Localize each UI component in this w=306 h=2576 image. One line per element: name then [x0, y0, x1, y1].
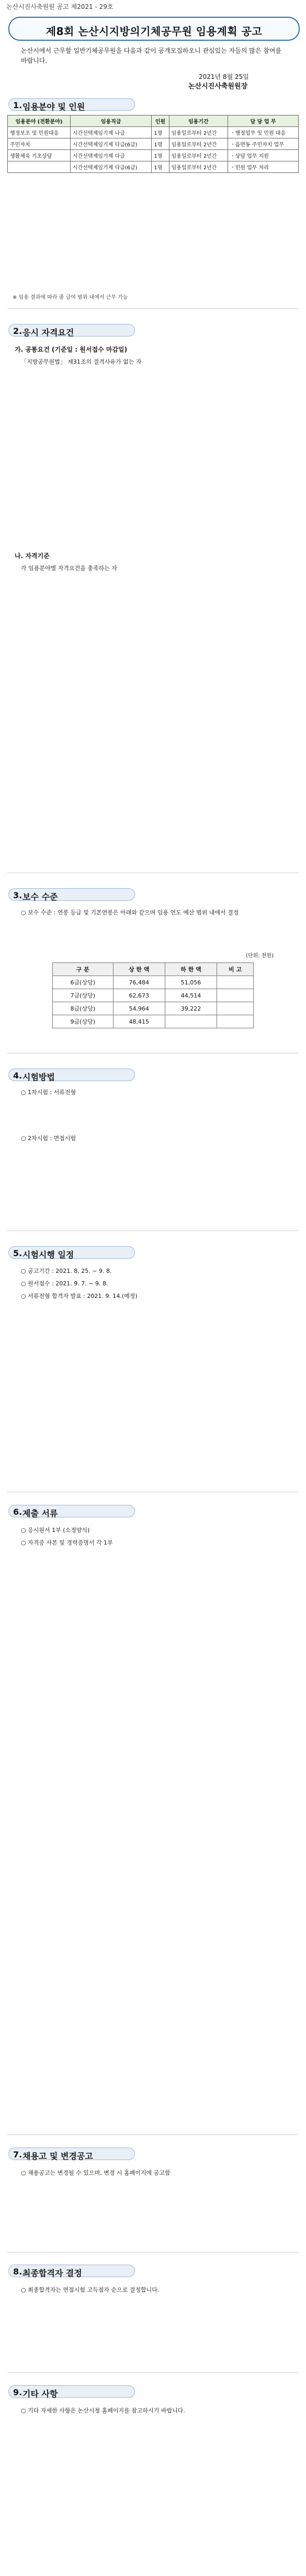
section-title: 제출 서류 — [22, 1509, 58, 1518]
pay-col-min: 하 한 액 — [165, 963, 217, 976]
cell-grade: 시간선택제임기제 나급 — [70, 127, 151, 138]
cell-period: 임용일로부터 2년간 — [169, 150, 228, 161]
cell-grade: 시간선택제임기제 다급 — [70, 150, 151, 161]
section-4 — [8, 1069, 135, 1081]
cell-count: 1명 — [152, 150, 169, 161]
etc-info: ○ 기타 자세한 사항은 논산시청 홈페이지를 참고하시기 바랍니다. — [21, 2407, 185, 2414]
section-number: 9. — [13, 2387, 22, 2397]
section-8 — [8, 2265, 135, 2277]
divider — [7, 308, 299, 309]
intro-date: 2021년 8월 25일 — [199, 73, 249, 80]
cell-count: 1명 — [152, 127, 169, 138]
col-count: 인원 — [152, 115, 169, 127]
section-number: 7. — [13, 2150, 22, 2160]
intro-paragraph: 논산시에서 근무할 일반기체공무원을 다음과 같이 공개모집하오니 관심있는 자들의 많은 참여를 바랍니다. — [21, 47, 282, 65]
schedule-application: ○ 원서접수 : 2021. 9. 7. ~ 9. 8. — [21, 1280, 108, 1287]
section-2 — [8, 324, 135, 336]
pay-min: 51,056 — [165, 976, 217, 989]
exam-interview: ○ 2차시험 : 면접시험 — [21, 1135, 76, 1142]
section-number: 4. — [13, 1071, 22, 1081]
section-3 — [8, 888, 135, 901]
table-row — [8, 150, 299, 161]
pay-row — [53, 976, 254, 989]
pay-grade: 8급(상당) — [53, 1002, 114, 1015]
subhead-qualifications: 나. 자격기준 — [15, 552, 50, 560]
table-row — [8, 127, 299, 138]
pay-min: 39,222 — [165, 1002, 217, 1015]
cell-field: 생활체육 기초상담 — [8, 150, 71, 161]
section-7 — [8, 2148, 135, 2160]
section-title: 시험시행 일정 — [22, 1250, 74, 1260]
cell-field: 주민자치 — [8, 138, 71, 150]
section-6 — [8, 1505, 135, 1517]
doc-number: 논산시진사축원원 공고 제2021 - 29호 — [6, 3, 114, 10]
table-row — [8, 161, 299, 173]
table-row — [8, 138, 299, 150]
pay-row — [53, 989, 254, 1002]
pay-row — [53, 1015, 254, 1028]
cell-count: 1명 — [152, 161, 169, 173]
section-1 — [8, 98, 135, 111]
section-number: 6. — [13, 1507, 22, 1517]
cell-duty: ㆍ행정업무 및 민원 대응 — [228, 127, 298, 138]
cell-count: 1명 — [152, 138, 169, 150]
col-field: 임용분야 (전환분야) — [8, 115, 71, 127]
section-title: 채용고 및 변경공고 — [22, 2151, 93, 2161]
pay-max: 48,415 — [113, 1015, 165, 1028]
section-number: 8. — [13, 2267, 22, 2277]
pay-row — [53, 1002, 254, 1015]
section-number: 5. — [13, 1248, 22, 1258]
pay-grade: 6급(상당) — [53, 976, 114, 989]
section-title: 임용분야 및 인원 — [22, 102, 85, 112]
section-9 — [8, 2385, 135, 2398]
intro-org: 논산시진사축원원장 — [188, 83, 248, 90]
col-grade: 임용직급 — [70, 115, 151, 127]
pay-col-note: 비 고 — [217, 963, 254, 976]
para-qualifications: 각 임용분야별 자격요건을 충족하는 자 — [21, 565, 118, 572]
pay-note — [217, 1002, 254, 1015]
pay-grade: 9급(상당) — [53, 1015, 114, 1028]
schedule-result: ○ 서류전형 합격자 발표 : 2021. 9. 14.(예정) — [21, 1293, 138, 1299]
divider — [7, 2252, 299, 2253]
final-decision: ○ 최종합격자는 면접시험 고득점자 순으로 결정합니다. — [21, 2287, 160, 2293]
cell-field — [8, 161, 71, 173]
cell-period: 임용일로부터 2년간 — [169, 161, 228, 173]
divider — [7, 2134, 299, 2135]
cell-duty: ㆍ민원 업무 처리 — [228, 161, 298, 173]
pay-description: ○ 보수 수준 : 연봉 등급 및 기본연봉은 아래와 같으며 임용 연도 예산 범위 내에서 결정 — [21, 909, 239, 916]
section-number: 3. — [13, 890, 22, 900]
cell-grade: 시간선택제임기제 다급(6급) — [70, 138, 151, 150]
docs-application: ○ 응시원서 1부 (소정양식) — [21, 1527, 90, 1534]
section-title: 응시 자격요건 — [22, 328, 74, 338]
pay-note — [217, 976, 254, 989]
cell-duty: ㆍ상담 업무 지원 — [228, 150, 298, 161]
pay-min — [165, 1015, 217, 1028]
cell-duty: ㆍ읍면동 주민자치 업무 — [228, 138, 298, 150]
appointment-table — [7, 115, 299, 173]
pay-max: 54,964 — [113, 1002, 165, 1015]
divider — [7, 2372, 299, 2373]
pay-col-grade: 구 분 — [53, 963, 114, 976]
cell-period: 임용일로부터 2년간 — [169, 138, 228, 150]
exam-written: ○ 1차시험 : 서류전형 — [21, 1089, 76, 1096]
pay-col-max: 상 한 액 — [113, 963, 165, 976]
col-period: 임용기간 — [169, 115, 228, 127]
pay-note — [217, 989, 254, 1002]
notice-change: ○ 채용공고는 변경될 수 있으며, 변경 시 홈페이지에 공고함 — [21, 2169, 171, 2176]
section-number: 1. — [13, 100, 22, 110]
docs-certificates: ○ 자격증 사본 및 경력증명서 각 1부 — [21, 1539, 113, 1546]
pay-grade: 7급(상당) — [53, 989, 114, 1002]
schedule-announce: ○ 공고기간 : 2021. 8. 25. ~ 9. 8. — [21, 1268, 112, 1274]
pay-max: 76,484 — [113, 976, 165, 989]
pay-min: 44,514 — [165, 989, 217, 1002]
section-title: 보수 수준 — [22, 892, 58, 902]
pay-table — [52, 962, 254, 1028]
section-title: 기타 사항 — [22, 2389, 58, 2399]
section-title: 최종합격자 결정 — [22, 2268, 82, 2278]
cell-period: 임용일로부터 2년간 — [169, 127, 228, 138]
section-number: 2. — [13, 326, 22, 336]
subhead-common: 가. 공통요건 (기준일 : 원서접수 마감일) — [15, 346, 128, 353]
page-title: 제8회 논산시지방의기체공무원 임용계획 공고 — [46, 25, 263, 38]
table-note: ※ 임용 결과에 따라 총 급여 범위 내에서 근무 가능 — [13, 295, 128, 300]
pay-unit: (단위: 천원) — [246, 953, 274, 959]
pay-note — [217, 1015, 254, 1028]
pay-max: 62,673 — [113, 989, 165, 1002]
title-box — [8, 17, 300, 41]
section-5 — [8, 1246, 135, 1259]
section-title: 시험방법 — [22, 1072, 55, 1082]
cell-field: 행정보조 및 민원대응 — [8, 127, 71, 138]
col-duty: 담 당 업 무 — [228, 115, 298, 127]
para-common: 「지방공무원법」 제31조의 결격사유가 없는 자 — [21, 358, 142, 365]
cell-grade: 시간선택제임기제 다급(6급) — [70, 161, 151, 173]
